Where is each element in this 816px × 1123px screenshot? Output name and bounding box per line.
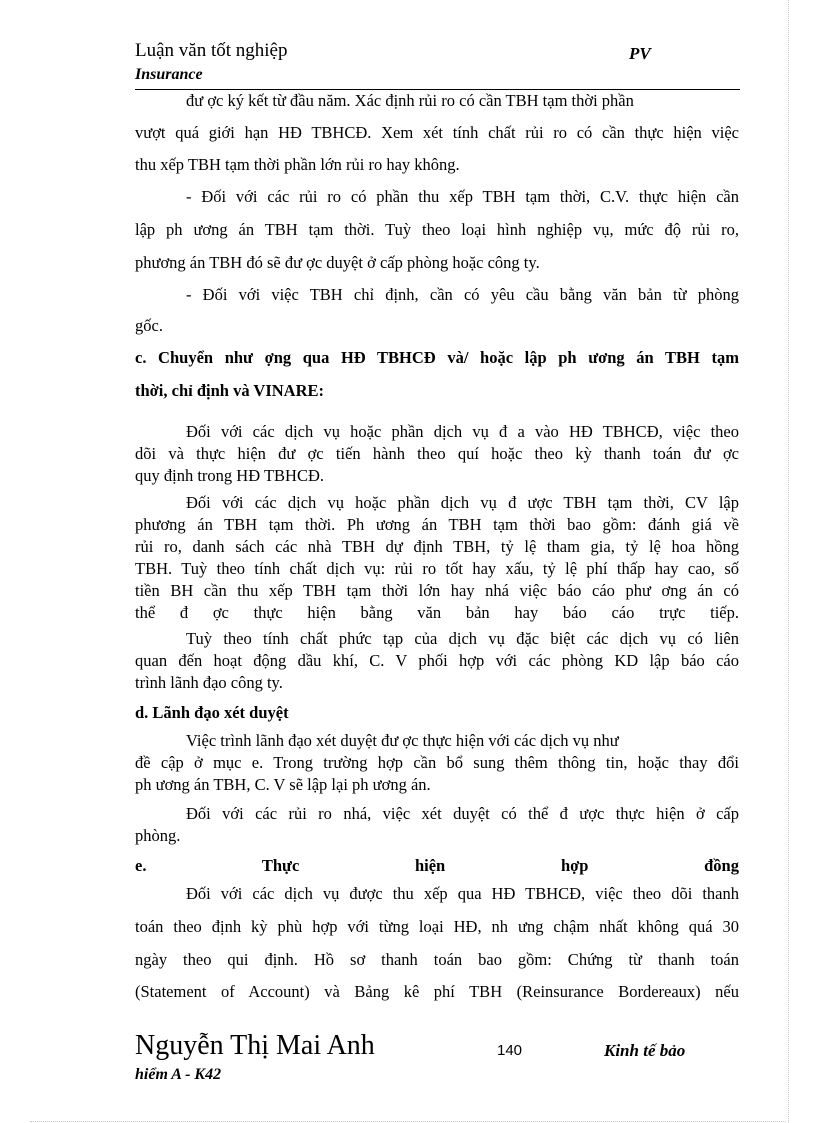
body-line: quy định trong HĐ TBHCĐ. — [135, 466, 324, 485]
body-line: Tuỳ theo tính chất phức tạp của dịch vụ đặc biệt các dịch vụ có liên — [186, 629, 739, 648]
body-line: trình lãnh đạo công ty. — [135, 673, 283, 692]
body-line: Việc trình lãnh đạo xét duyệt đư ợc thực hiện với các dịch vụ như — [186, 731, 619, 750]
header-rule — [135, 89, 740, 90]
body-line: - Đối với các rủi ro có phần thu xếp TBH tạm thời, C.V. thực hiện cần — [186, 187, 739, 206]
header-pv: PV — [629, 44, 651, 63]
body-line: ngày theo qui định. Hồ sơ thanh toán bao gồm: Chứng từ thanh toán — [135, 950, 739, 969]
section-heading-c: c. Chuyển như ợng qua HĐ TBHCĐ và/ hoặc lập ph ương án TBH tạm — [135, 348, 739, 367]
body-line: phương án TBH tạm thời. Ph ương án TBH tạm thời bao gồm: đánh giá về — [135, 515, 739, 534]
body-line: lập ph ương án TBH tạm thời. Tuỳ theo loại hình nghiệp vụ, mức độ rủi ro, — [135, 220, 739, 239]
body-line: gốc. — [135, 316, 163, 335]
body-line: - Đối với việc TBH chỉ định, cần có yêu cầu bằng văn bản từ phòng — [186, 285, 739, 304]
body-line: quan đến hoạt động dầu khí, C. V phối hợp với các phòng KD lập báo cáo — [135, 651, 739, 670]
body-line: đư ợc ký kết từ đầu năm. Xác định rủi ro có cần TBH tạm thời phần — [186, 91, 634, 110]
page-edge-bottom — [30, 1121, 786, 1122]
header-insurance: Insurance — [135, 66, 203, 83]
section-heading-c-cont: thời, chỉ định và VINARE: — [135, 381, 325, 400]
body-line: ph ương án TBH, C. V sẽ lập lại ph ương án. — [135, 775, 431, 794]
body-line: Đối với các rủi ro nhá, việc xét duyệt có thể đ ược thực hiện ở cấp — [186, 804, 739, 823]
body-line: thu xếp TBH tạm thời phần lớn rủi ro hay không. — [135, 155, 460, 174]
page-edge-right — [788, 0, 789, 1123]
page-number: 140 — [497, 1042, 523, 1059]
body-line: Đối với các dịch vụ hoặc phần dịch vụ đ ược TBH tạm thời, CV lập — [186, 493, 739, 512]
body-line: Đối với các dịch vụ hoặc phần dịch vụ đ a vào HĐ TBHCĐ, việc theo — [186, 422, 739, 441]
body-line: đề cập ở mục e. Trong trường hợp cần bổ sung thêm thông tin, hoặc thay đổi — [135, 753, 739, 772]
body-line: vượt quá giới hạn HĐ TBHCĐ. Xem xét tính chất rủi ro có cần thực hiện việc — [135, 123, 739, 142]
footer-class: hiểm A - K42 — [135, 1066, 222, 1083]
body-line: dõi và thực hiện đư ợc tiến hành theo quí hoặc theo kỳ thanh toán đư ợc — [135, 444, 739, 463]
body-line: phòng. — [135, 826, 181, 845]
section-heading-d: d. Lãnh đạo xét duyệt — [135, 703, 289, 722]
body-line: Đối với các dịch vụ được thu xếp qua HĐ TBHCĐ, việc theo dõi thanh — [186, 884, 739, 903]
section-heading-e: e. Thực hiện hợp đồng — [135, 856, 739, 875]
body-line: tiền BH cần thu xếp TBH tạm thời lớn hay nhá việc báo cáo phư ơng án có — [135, 581, 739, 600]
body-line: toán theo định kỳ phù hợp với từng loại HĐ, nh ưng chậm nhất không quá 30 — [135, 917, 739, 936]
footer-faculty: Kinh tế bảo — [604, 1041, 686, 1060]
header-title: Luận văn tốt nghiệp — [135, 40, 288, 61]
body-line: TBH. Tuỳ theo tính chất dịch vụ: rủi ro tốt hay xấu, tỷ lệ phí thấp hay cao, số — [135, 559, 739, 578]
body-line: thể đ ợc thực hiện bằng văn bản hay báo cáo trực tiếp. — [135, 603, 739, 622]
body-line: (Statement of Account) và Bảng kê phí TBH (Reinsurance Bordereaux) nếu — [135, 982, 739, 1001]
body-line: rủi ro, danh sách các nhà TBH dự định TBH, tỷ lệ tham gia, tỷ lệ hoa hồng — [135, 537, 739, 556]
footer-author-name: Nguyễn Thị Mai Anh — [135, 1030, 375, 1061]
body-line: phương án TBH đó sẽ đư ợc duyệt ở cấp phòng hoặc công ty. — [135, 253, 540, 272]
